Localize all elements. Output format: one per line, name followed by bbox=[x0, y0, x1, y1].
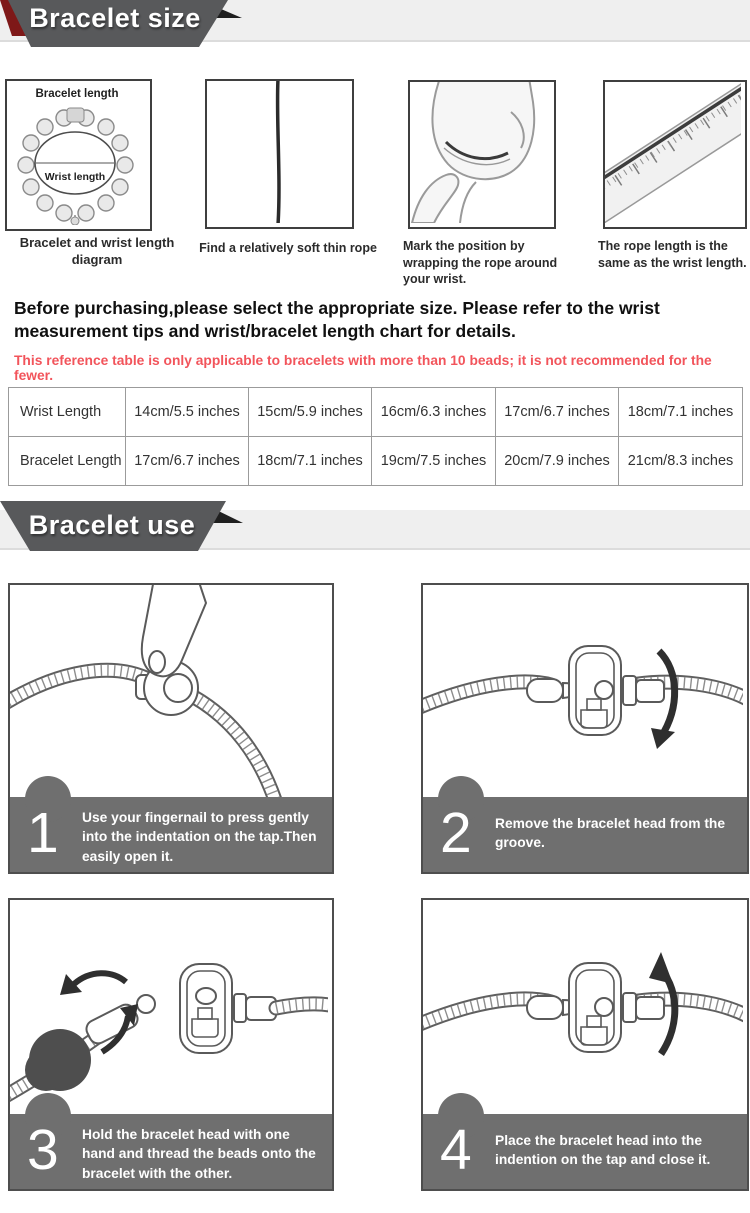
wrist-length-header: Wrist Length bbox=[9, 388, 126, 437]
bracelet-length-label: Bracelet length bbox=[35, 88, 119, 100]
ruler-drawing bbox=[605, 82, 741, 223]
step4-number: 4 bbox=[440, 1118, 472, 1182]
table-cell: 17cm/6.7 inches bbox=[126, 437, 249, 486]
clasp-bead bbox=[67, 108, 84, 122]
step1-drawing bbox=[10, 585, 328, 797]
rope-box bbox=[205, 79, 354, 229]
fingernail bbox=[149, 651, 165, 673]
use-step-panel-4 bbox=[421, 898, 749, 1191]
step3-number: 3 bbox=[27, 1118, 59, 1182]
rope-drawing bbox=[207, 81, 348, 223]
size-table bbox=[8, 387, 743, 486]
step2-text: Remove the bracelet head from the groove. bbox=[495, 816, 726, 851]
step4-text: Place the bracelet head into the indention on the tap and close it. bbox=[495, 1133, 711, 1168]
step3-text: Hold the bracelet head with one hand and thread the beads onto the bracelet with the other. bbox=[82, 1127, 316, 1181]
table-cell: 14cm/5.5 inches bbox=[126, 388, 249, 437]
caption-ruler: The rope length is the same as the wrist length. bbox=[598, 239, 747, 270]
step1-text: Use your fingernail to press gently into the indentation on the tap.Then easily open it. bbox=[82, 810, 317, 864]
step1-number: 1 bbox=[27, 801, 59, 865]
step4-caption-bar bbox=[423, 1114, 747, 1189]
caption-rope: Find a relatively soft thin rope bbox=[199, 241, 377, 255]
table-cell: 15cm/5.9 inches bbox=[249, 388, 372, 437]
caption-bracelet-diagram: Bracelet and wrist length diagram bbox=[19, 235, 175, 268]
step1-caption-bar bbox=[10, 797, 332, 872]
size-note-text: This reference table is only applicable to bracelets with more than 10 beads; it is not recommended for the fewer. bbox=[14, 353, 712, 383]
bracelet-use-title: Bracelet use bbox=[28, 510, 196, 540]
wrist-length-label: Wrist length bbox=[44, 171, 106, 183]
table-cell: 21cm/8.3 inches bbox=[619, 437, 743, 486]
table-row-wrist bbox=[9, 388, 743, 437]
table-cell: 20cm/7.9 inches bbox=[496, 437, 619, 486]
bracelet-size-title: Bracelet size bbox=[29, 3, 201, 33]
bracelet-diagram-box bbox=[5, 79, 152, 231]
table-row-bracelet bbox=[9, 437, 743, 486]
step3-caption-bar bbox=[10, 1114, 332, 1189]
table-cell: 17cm/6.7 inches bbox=[496, 388, 619, 437]
bracelet-diagram bbox=[7, 81, 146, 225]
use-step-panel-3 bbox=[8, 898, 334, 1191]
step2-number: 2 bbox=[440, 801, 472, 865]
caption-wrist-wrap: Mark the position by wrapping the rope around your wrist. bbox=[403, 239, 558, 286]
size-intro-text: Before purchasing,please select the appropriate size. Please refer to the wrist measurement tips and wrist/bracelet length chart for details. bbox=[14, 298, 660, 342]
table-cell: 18cm/7.1 inches bbox=[619, 388, 743, 437]
step3-drawing bbox=[10, 900, 328, 1114]
table-cell: 19cm/7.5 inches bbox=[372, 437, 496, 486]
ruler-box bbox=[603, 80, 747, 229]
step2-caption-bar bbox=[423, 797, 747, 872]
table-cell: 16cm/6.3 inches bbox=[372, 388, 496, 437]
use-step-panel-2 bbox=[421, 583, 749, 874]
step4-drawing bbox=[423, 900, 743, 1114]
wrist-wrap-box bbox=[408, 80, 556, 229]
wrist-wrap-drawing bbox=[410, 82, 550, 223]
step2-drawing bbox=[423, 585, 743, 797]
bracelet-length-header: Bracelet Length bbox=[9, 437, 126, 486]
table-cell: 18cm/7.1 inches bbox=[249, 437, 372, 486]
use-step-panel-1 bbox=[8, 583, 334, 874]
